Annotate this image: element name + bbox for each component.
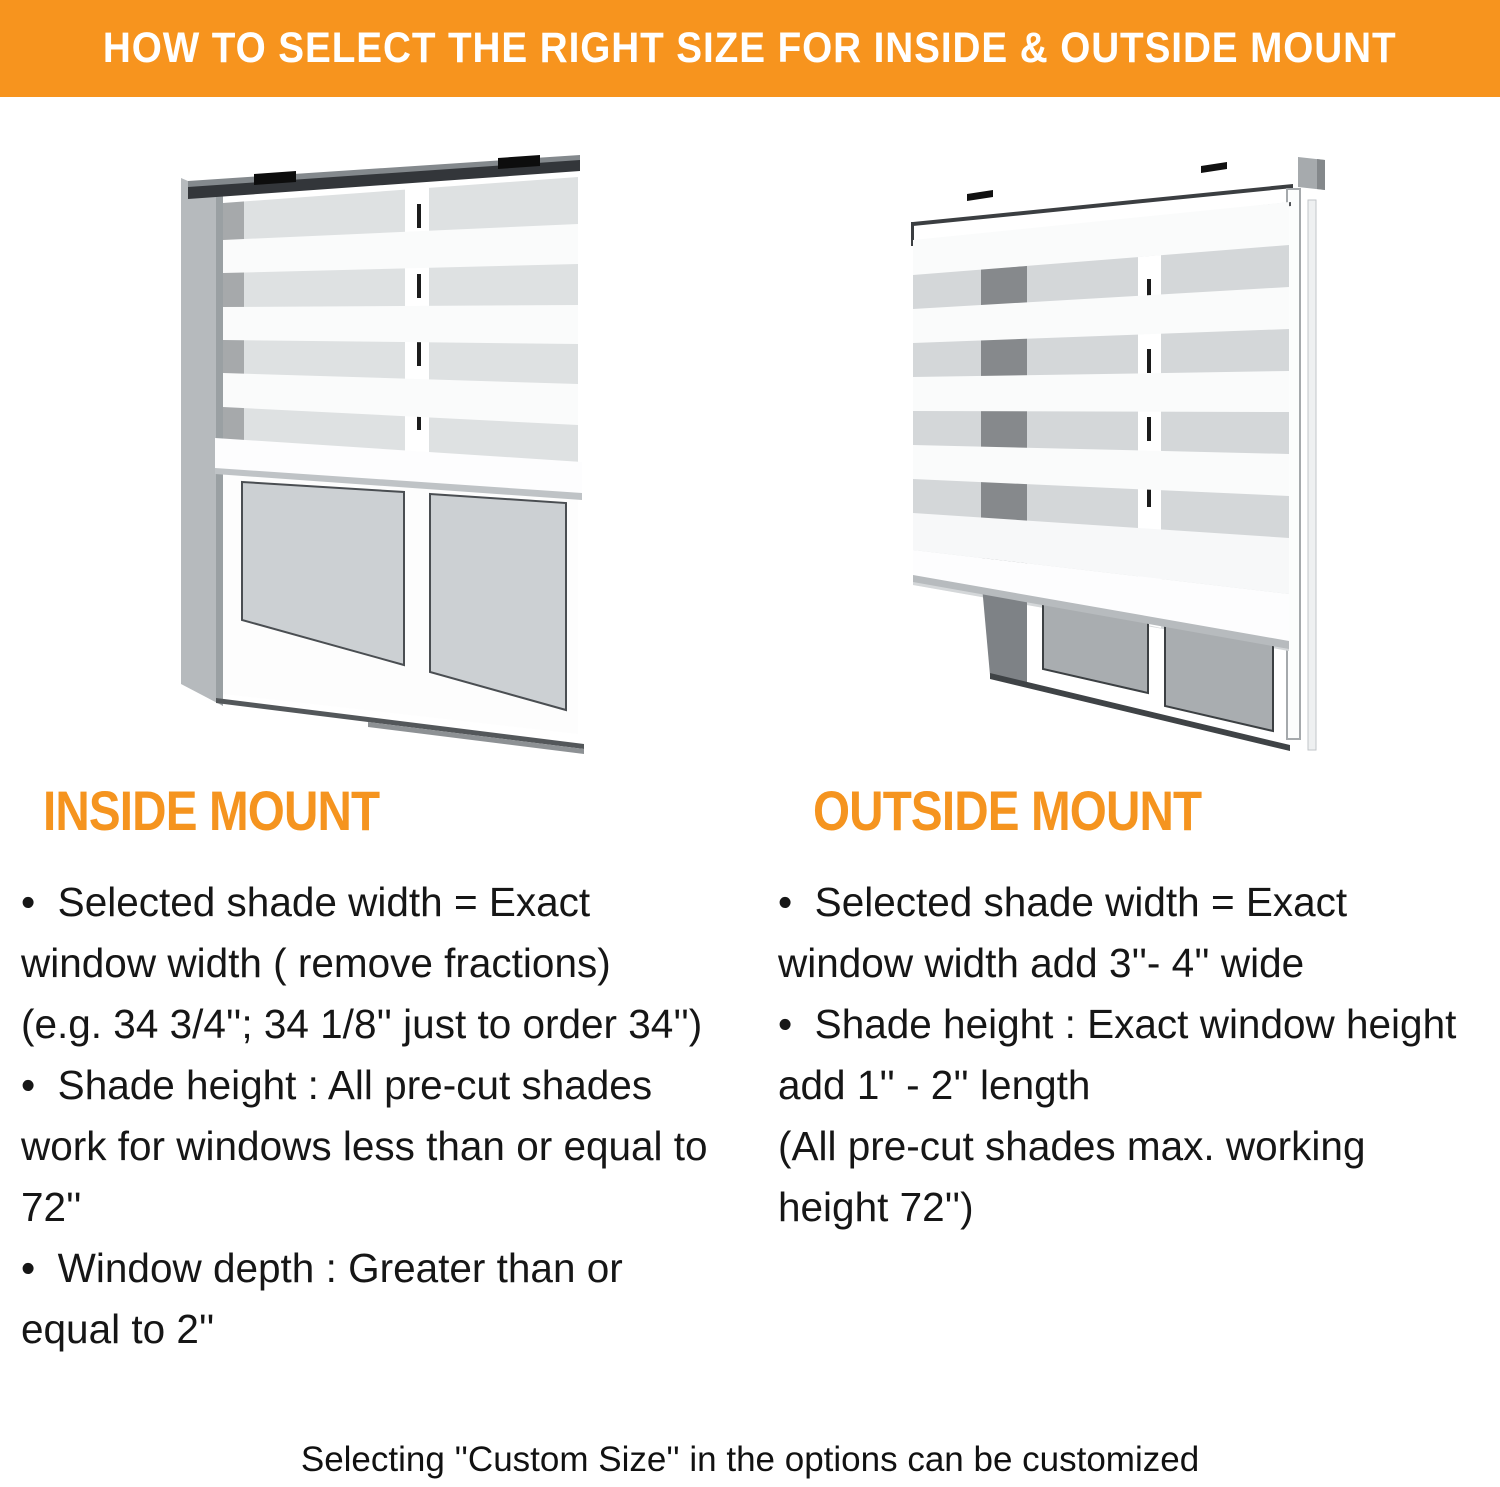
outside-mount-notes [778,872,1500,1238]
outside-mount-heading: OUTSIDE MOUNT [813,779,1202,842]
banner-title: HOW TO SELECT THE RIGHT SIZE FOR INSIDE & OUTSIDE MOUNT [103,24,1397,72]
footer-note: Selecting ''Custom Size'' in the options can be customized [300,1440,1200,1479]
note-line: (All pre-cut shades max. working [778,1123,1366,1169]
note-line: equal to 2'' [21,1306,215,1352]
note-line: add 1'' - 2'' length [778,1062,1091,1108]
screw-mark [967,190,993,201]
note-line: • Selected shade width = Exact [778,879,1348,925]
inside-mount-heading: INSIDE MOUNT [43,779,380,842]
inside-mount-window-illustration [168,150,592,768]
outside-mount-window-illustration [893,145,1345,770]
note-line: (e.g. 34 3/4''; 34 1/8'' just to order 34'') [21,1001,703,1047]
note-line: • Window depth : Greater than or [21,1245,623,1291]
outside-mount-figure [893,145,1345,770]
note-line: window width add 3''- 4'' wide [778,940,1305,986]
note-line: height 72'') [778,1184,974,1230]
header-banner [0,0,1500,97]
mullion-dash [417,204,421,228]
note-line: work for windows less than or equal to [21,1123,708,1169]
inside-mount-notes [21,872,761,1360]
screw-mark [1201,162,1227,173]
note-line: • Selected shade width = Exact [21,879,591,925]
note-line: • Shade height : Exact window height [778,1001,1457,1047]
note-line: window width ( remove fractions) [21,940,611,986]
note-line: • Shade height : All pre-cut shades [21,1062,653,1108]
inside-mount-figure [168,150,592,768]
note-line: 72'' [21,1184,82,1230]
